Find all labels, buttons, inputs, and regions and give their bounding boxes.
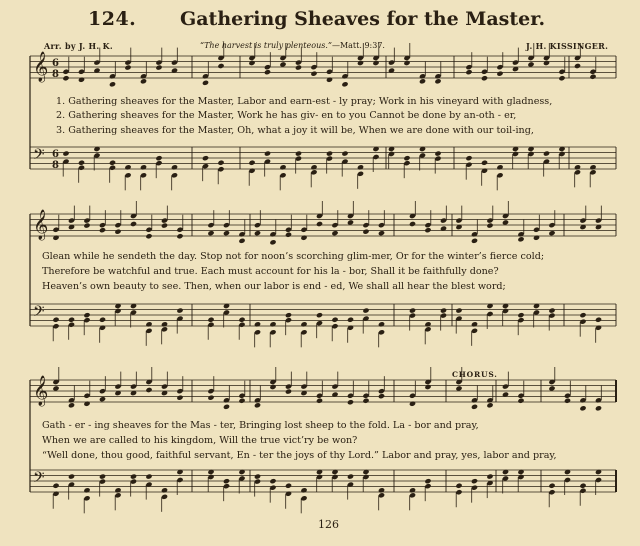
lyric-line-s1-v3: 3. Gathering sheaves for the Master, Oh, what a joy it will be, When we are done with our toil-ing, (56, 125, 534, 136)
note-head (83, 222, 90, 228)
note-head (331, 317, 338, 323)
note-head (223, 404, 230, 410)
note-head (279, 164, 286, 170)
note-head (595, 405, 602, 411)
note-head (543, 60, 550, 66)
note-head (579, 483, 586, 489)
note-head (99, 473, 106, 479)
note-head (248, 160, 255, 166)
hymn-number: 124. (88, 8, 137, 30)
note-head (202, 80, 209, 86)
note-head (533, 235, 540, 241)
note-head (161, 222, 168, 228)
note-head (140, 78, 147, 84)
note-head (496, 71, 503, 77)
lyric-line-s2-v1: Glean while he sendeth the day. Stop not for noon’s scorching glim-mer, Or for the winter’s fierce cold; (42, 251, 545, 262)
note-head (331, 230, 338, 236)
note-head (589, 164, 596, 170)
note-head (161, 321, 168, 327)
note-head (207, 395, 214, 401)
note-head (326, 77, 333, 83)
note-head (285, 388, 292, 394)
note-head (78, 160, 85, 166)
composer-credit: J. H. KISSINGER. (526, 41, 609, 51)
note-head (140, 164, 147, 170)
note-head (455, 483, 462, 489)
note-head (99, 396, 106, 402)
note-head (378, 487, 385, 493)
note-head (124, 164, 131, 170)
note-head (145, 233, 152, 239)
note-head (238, 398, 245, 404)
note-head (223, 230, 230, 236)
note-head (316, 312, 323, 318)
note-head (155, 64, 162, 70)
note-head (347, 399, 354, 405)
epigraph-quote: “The harvest is truly plenteous.” (200, 41, 332, 50)
note-head (409, 487, 416, 493)
note-head (579, 405, 586, 411)
note-head (481, 160, 488, 166)
note-head (207, 230, 214, 236)
note-head (130, 473, 137, 479)
note-head (130, 221, 137, 227)
lyric-line-s3-v2: When we are called to his kingdom, Will the true vict’ry be won? (42, 435, 358, 446)
note-head (114, 229, 121, 235)
bass-clef-icon: 𝄢 (33, 303, 45, 324)
lyric-line-s1-v2: 2. Gathering sheaves for the Master, Work he has giv- en to you Cannot be done by an-oth - er, (56, 110, 517, 121)
note-head (465, 69, 472, 75)
note-head (176, 395, 183, 401)
note-head (254, 321, 261, 327)
page-number: 126 (318, 518, 339, 531)
note-head (486, 402, 493, 408)
note-head (574, 164, 581, 170)
note-head (295, 150, 302, 156)
note-head (378, 393, 385, 399)
note-head (378, 321, 385, 327)
note-head (264, 150, 271, 156)
treble-clef-icon: 𝄞 (33, 52, 49, 82)
note-head (357, 164, 364, 170)
note-head (403, 155, 410, 161)
note-head (517, 312, 524, 318)
note-head (326, 150, 333, 156)
note-head (564, 398, 571, 404)
note-head (62, 75, 69, 81)
note-head (161, 487, 168, 493)
hymn-title: Gathering Sheaves for the Master. (180, 8, 546, 30)
note-head (145, 473, 152, 479)
note-head (424, 321, 431, 327)
note-head (434, 78, 441, 84)
note-head (223, 478, 230, 484)
note-head (114, 487, 121, 493)
note-head (471, 404, 478, 410)
note-head (517, 398, 524, 404)
note-head (440, 307, 447, 313)
time-sig-top: 6 (52, 58, 59, 69)
note-head (486, 473, 493, 479)
note-head (543, 150, 550, 156)
treble-clef-icon: 𝄞 (33, 210, 49, 240)
note-head (109, 81, 116, 87)
note-head (269, 321, 276, 327)
note-head (83, 487, 90, 493)
note-head (68, 317, 75, 323)
note-head (300, 321, 307, 327)
note-head (341, 150, 348, 156)
note-head (264, 69, 271, 75)
note-head (424, 478, 431, 484)
note-head (471, 478, 478, 484)
lyric-line-s2-v3: Heaven’s own beauty to see. Then, when our labor is end - ed, We shall all hear the blest word; (42, 281, 506, 292)
time-sig-bottom: 8 (52, 69, 59, 80)
time-sig-top: 6 (52, 149, 59, 160)
note-head (145, 387, 152, 393)
note-head (424, 384, 431, 390)
note-head (176, 307, 183, 313)
lyric-line-s1-v1: 1. Gathering sheaves for the Master, Labor and earn-est - ly pray; Work in his vineyard with gladness, (56, 96, 553, 107)
note-head (269, 384, 276, 390)
note-head (574, 63, 581, 69)
lyric-line-s3-v3: “Well done, thou good, faithful servant, En - ter the joys of thy Lord.” Labor and pray, yes, labor and pray, (42, 450, 557, 461)
note-head (409, 307, 416, 313)
note-head (424, 227, 431, 233)
note-head (558, 75, 565, 81)
note-head (357, 60, 364, 66)
note-head (341, 81, 348, 87)
chorus-label: CHORUS. (452, 370, 498, 379)
note-head (310, 164, 317, 170)
note-head (145, 321, 152, 327)
note-head (589, 74, 596, 80)
bass-clef-icon: 𝄢 (33, 469, 45, 490)
note-head (517, 236, 524, 242)
note-head (465, 155, 472, 161)
note-head (595, 317, 602, 323)
note-head (419, 78, 426, 84)
note-head (62, 150, 69, 156)
note-head (155, 155, 162, 161)
note-head (548, 483, 555, 489)
note-head (238, 238, 245, 244)
note-head (362, 229, 369, 235)
note-head (285, 483, 292, 489)
note-head (78, 77, 85, 83)
note-head (481, 75, 488, 81)
note-head (579, 312, 586, 318)
lyric-line-s3-v1: Gath - er - ing sheaves for the Mas - ter, Bringing lost sheep to the fold. La - bor and pray, (42, 420, 479, 431)
note-head (68, 473, 75, 479)
note-head (403, 60, 410, 66)
note-head (409, 221, 416, 227)
note-head (300, 235, 307, 241)
note-head (254, 402, 261, 408)
note-head (378, 230, 385, 236)
note-head (68, 402, 75, 408)
note-head (347, 473, 354, 479)
note-head (254, 473, 261, 479)
note-head (269, 478, 276, 484)
note-head (434, 150, 441, 156)
note-head (316, 221, 323, 227)
note-head (52, 483, 59, 489)
note-head (471, 238, 478, 244)
note-head (285, 312, 292, 318)
note-head (52, 317, 59, 323)
note-head (295, 64, 302, 70)
note-head (83, 312, 90, 318)
note-head (217, 63, 224, 69)
time-sig-bottom: 8 (52, 160, 59, 171)
note-head (316, 398, 323, 404)
lyric-line-s2-v2: Therefore be watchful and true. Each must account for his la - bor, Shall it be faithfully done? (42, 266, 499, 277)
note-head (176, 233, 183, 239)
note-head (455, 307, 462, 313)
note-head (486, 222, 493, 228)
note-head (83, 401, 90, 407)
note-head (202, 155, 209, 161)
epigraph-reference: —Matt. 9:37. (331, 41, 385, 50)
note-head (548, 230, 555, 236)
note-head (285, 232, 292, 238)
note-head (217, 160, 224, 166)
note-head (409, 401, 416, 407)
note-head (362, 307, 369, 313)
note-head (310, 71, 317, 77)
note-head (372, 60, 379, 66)
note-head (52, 235, 59, 241)
note-head (269, 239, 276, 245)
note-head (300, 487, 307, 493)
note-head (99, 317, 106, 323)
note-head (496, 164, 503, 170)
note-head (124, 64, 131, 70)
note-head (471, 321, 478, 327)
note-head (362, 398, 369, 404)
note-head (248, 60, 255, 66)
note-head (347, 317, 354, 323)
treble-clef-icon: 𝄞 (33, 376, 49, 406)
note-head (99, 227, 106, 233)
note-head (238, 317, 245, 323)
bass-clef-icon: 𝄢 (33, 146, 45, 167)
arranger-credit: Arr. by J. H. K. (44, 41, 113, 51)
note-head (171, 164, 178, 170)
note-head (254, 230, 261, 236)
note-head (548, 307, 555, 313)
note-head (109, 160, 116, 166)
note-head (207, 317, 214, 323)
